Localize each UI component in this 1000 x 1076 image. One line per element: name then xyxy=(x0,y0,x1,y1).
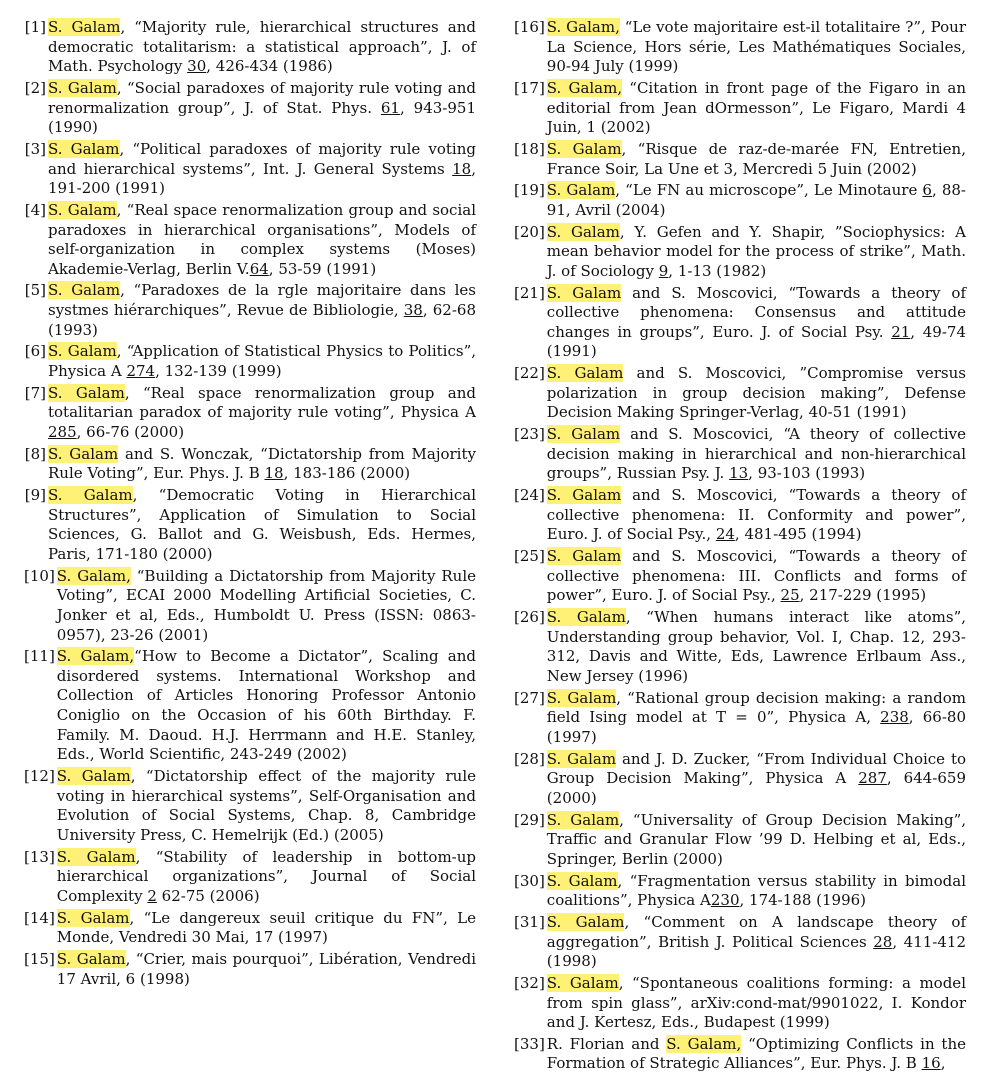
reference-segment: , “When humans interact like atoms”, Understanding group behavior, Vol. I, Chap. 12, 293-312, Davis and Witte, Eds, Lawrence Erlbaum Ass., New Jersey (1996) xyxy=(546,608,966,685)
highlighted-author: S. Galam xyxy=(546,749,617,768)
reference-text xyxy=(547,750,966,809)
reference-text xyxy=(48,445,476,484)
reference-segment: , 217-229 (1995) xyxy=(799,586,927,605)
reference-segment: , “Risque de raz-de-marée FN, Entretien, France Soir, La Une et 3, Mercredi 5 Juin (2002) xyxy=(546,139,966,178)
reference-text xyxy=(57,647,476,765)
reference-entry xyxy=(514,689,966,748)
reference-number: [1] xyxy=(24,18,46,36)
volume-number: 64 xyxy=(249,259,269,278)
reference-entry xyxy=(514,547,966,606)
reference-segment: , “Real space renormalization group and totalitarian paradox of majority rule voting”, Physica A xyxy=(48,383,477,422)
highlighted-author: S. Galam xyxy=(546,871,618,890)
highlighted-author: S. Galam xyxy=(546,688,617,707)
reference-text xyxy=(48,140,476,199)
reference-number: [23] xyxy=(514,425,545,444)
volume-number: 18 xyxy=(452,159,472,178)
reference-segment: , 644-659 (2000) xyxy=(546,769,966,807)
reference-segment: , “Le dangereux seuil critique du FN”, Le Monde, Vendredi 30 Mai, 17 (1997) xyxy=(56,908,476,947)
reference-segment: “How to Become a Dictator”, Scaling and disordered systems. International Workshop and Collection of Articles Honoring Professor Antonio Coniglio on the Occasion of his 60th Birthday. F. Family. M. Daoud. H.J. Herrmann and H.E. Stanley, Eds., World Scientific, 243-249 (2002) xyxy=(56,647,476,764)
highlighted-author: S. Galam, xyxy=(56,647,135,666)
highlighted-author: S. Galam xyxy=(56,908,130,927)
reference-text xyxy=(547,181,966,220)
reference-text xyxy=(48,281,476,340)
reference-segment: , 49-74 (1991) xyxy=(546,322,966,361)
reference-text xyxy=(547,689,966,748)
reference-entry xyxy=(514,608,966,686)
reference-segment: , 88-91, Avril (2004) xyxy=(546,181,966,219)
reference-number: [16] xyxy=(514,18,545,36)
highlighted-author: S. Galam xyxy=(546,364,624,383)
highlighted-author: S. Galam, xyxy=(546,18,620,36)
reference-entry xyxy=(514,140,966,179)
highlighted-author: S. Galam xyxy=(48,200,117,219)
reference-segment: , “Universality of Group Decision Making”, Traffic and Granular Flow ’99 D. Helbing et al, Eds., Springer, Berlin (2000) xyxy=(546,810,967,868)
reference-segment: and J. D. Zucker, “From Individual Choice to Group Decision Making”, Physica A xyxy=(546,749,966,788)
volume-number: 238 xyxy=(880,708,909,727)
highlighted-author: S. Galam, xyxy=(56,566,131,585)
reference-text xyxy=(547,140,966,179)
reference-entry xyxy=(24,281,476,340)
volume-number: 16 xyxy=(921,1054,941,1073)
reference-segment: and S. Moscovici, “Towards a theory of collective phenomena: III. Conflicts and forms of power”, Euro. J. of Social Psy., xyxy=(546,547,966,605)
reference-number: [4] xyxy=(24,200,46,219)
reference-segment: , “Paradoxes de la rgle majoritaire dans les systmes hiérarchiques”, Revue de Bibliologie, xyxy=(48,281,477,320)
reference-text xyxy=(547,872,966,911)
reference-entry xyxy=(24,909,476,948)
reference-number: [24] xyxy=(514,486,545,505)
reference-number: [28] xyxy=(514,749,545,768)
reference-text xyxy=(48,342,476,381)
reference-segment: “Building a Dictatorship from Majority Rule Voting”, ECAI 2000 Modelling Artificial Societies, C. Jonker et al, Eds., Humboldt U. Press (ISSN: 0863-0957), 23-26 (2001) xyxy=(56,566,476,644)
reference-segment: , “Democratic Voting in Hierarchical Structures”, Application of Simulation to Social Sciences, G. Ballot and G. Weisbush, Eds. Hermes, Paris, 171-180 (2000) xyxy=(48,486,476,563)
highlighted-author: S. Galam, xyxy=(546,78,623,97)
reference-entry xyxy=(24,445,476,484)
reference-number: [21] xyxy=(514,283,545,302)
reference-number: [10] xyxy=(24,566,55,585)
reference-number: [14] xyxy=(24,908,55,927)
reference-segment: , xyxy=(940,1054,946,1073)
reference-segment: , 426-434 (1986) xyxy=(206,57,333,76)
reference-segment: and S. Moscovici, “Towards a theory of collective phenomena: II. Conformity and power”, Euro. J. of Social Psy., xyxy=(546,486,966,544)
reference-text xyxy=(547,284,966,362)
reference-text xyxy=(547,364,966,423)
volume-number: 24 xyxy=(715,525,735,544)
highlighted-author: S. Galam xyxy=(546,181,616,200)
reference-segment: , “Rational group decision making: a random field Ising model at T = 0”, Physica A, xyxy=(546,688,966,727)
reference-text xyxy=(547,79,966,138)
reference-segment: , “Political paradoxes of majority rule voting and hierarchical systems”, Int. J. General Systems xyxy=(48,139,476,178)
highlighted-author: S. Galam xyxy=(48,281,121,300)
reference-entry xyxy=(514,811,966,870)
reference-segment: “Le vote majoritaire est-il totalitaire ?”, Pour La Science, Hors série, Les Mathématiques Sociales, 90-94 July (1999) xyxy=(546,18,966,76)
reference-segment: , “Dictatorship effect of the majority rule voting in hierarchical systems”, Self-Organisation and Evolution of Social Systems, Chap. 8, Cambridge University Press, C. Hemelrijk (Ed.) (2005) xyxy=(56,767,476,844)
volume-number: 6 xyxy=(922,181,932,200)
reference-segment: , “Le FN au microscope”, Le Minotaure xyxy=(615,181,923,200)
reference-segment: , Y. Gefen and Y. Shapir, ”Sociophysics: A mean behavior model for the process of strike”, Math. J. of Sociology xyxy=(546,222,966,280)
reference-segment: , 93-103 (1993) xyxy=(748,464,866,483)
reference-segment: , “Social paradoxes of majority rule voting and renormalization group”, J. of Stat. Phys. xyxy=(48,78,476,117)
highlighted-author: S. Galam xyxy=(56,847,136,866)
reference-number: [8] xyxy=(24,444,46,463)
reference-number: [13] xyxy=(24,847,55,866)
reference-entry xyxy=(514,223,966,282)
highlighted-author: S. Galam xyxy=(546,283,622,302)
volume-number: 9 xyxy=(658,261,669,280)
highlighted-author: S. Galam xyxy=(48,383,125,402)
volume-number: 230 xyxy=(710,891,740,910)
reference-segment: , “Comment on A landscape theory of aggregation”, British J. Political Sciences xyxy=(546,912,967,951)
reference-text xyxy=(48,486,476,564)
reference-number: [27] xyxy=(514,688,545,707)
volume-number: 287 xyxy=(858,769,887,788)
reference-segment: and S. Moscovici, ”Compromise versus polarization in group decision making”, Defense Decision Making Springer-Verlag, 40-51 (1991) xyxy=(546,364,966,422)
reference-number: [30] xyxy=(514,871,545,890)
reference-entry xyxy=(514,181,966,220)
reference-entry xyxy=(24,486,476,564)
reference-text xyxy=(547,547,966,606)
volume-number: 274 xyxy=(126,362,156,381)
reference-segment: , 66-80 (1997) xyxy=(546,708,966,746)
reference-number: [9] xyxy=(24,486,46,505)
reference-entry xyxy=(24,79,476,138)
reference-entry xyxy=(24,567,476,645)
reference-segment: , “Crier, mais pourquoi”, Libération, Vendredi 17 Avril, 6 (1998) xyxy=(56,949,476,988)
highlighted-author: S. Galam xyxy=(48,342,117,361)
highlighted-author: S. Galam xyxy=(546,425,621,444)
volume-number: 285 xyxy=(48,423,77,441)
reference-entry xyxy=(514,284,966,362)
reference-entry xyxy=(24,342,476,381)
reference-entry xyxy=(514,1035,966,1074)
reference-text xyxy=(547,913,966,972)
volume-number: 2 xyxy=(147,886,157,905)
reference-entry xyxy=(24,18,476,77)
reference-text xyxy=(48,18,476,77)
reference-text xyxy=(547,486,966,545)
reference-text xyxy=(547,1035,966,1074)
reference-entry xyxy=(514,364,966,423)
reference-segment: , 191-200 (1991) xyxy=(48,159,476,198)
reference-entry xyxy=(24,767,476,845)
reference-segment: and S. Moscovici, “A theory of collective decision making in hierarchical and non-hierarchical groups”, Russian Psy. J. xyxy=(546,425,966,483)
reference-number: [31] xyxy=(514,912,545,931)
reference-segment: , “Real space renormalization group and social paradoxes in hierarchical organisations”, Models of self-organization in complex systems (Moses) Akademie-Verlag, Berlin V. xyxy=(48,200,476,278)
reference-number: [26] xyxy=(514,608,545,627)
reference-text xyxy=(57,909,476,948)
reference-number: [18] xyxy=(514,139,545,158)
reference-entry xyxy=(514,425,966,484)
reference-text xyxy=(57,848,476,907)
reference-number: [19] xyxy=(514,181,545,200)
reference-number: [17] xyxy=(514,78,545,97)
reference-number: [33] xyxy=(514,1034,545,1053)
highlighted-author: S. Galam xyxy=(546,810,620,829)
reference-segment: , 62-68 (1993) xyxy=(48,301,476,339)
reference-segment: , “Stability of leadership in bottom-up hierarchical organizations”, Journal of Social Complexity xyxy=(56,847,476,905)
reference-text xyxy=(48,79,476,138)
reference-number: [22] xyxy=(514,364,545,383)
references-left-column xyxy=(24,18,476,991)
highlighted-author: S. Galam xyxy=(48,18,121,36)
references-right-column xyxy=(514,18,966,1076)
reference-entry xyxy=(24,647,476,765)
volume-number: 28 xyxy=(873,932,893,951)
reference-number: [2] xyxy=(24,78,46,97)
reference-segment: , 66-76 (2000) xyxy=(76,423,185,441)
reference-segment: “Optimizing Conflicts in the Formation of Strategic Alliances”, Eur. Phys. J. B xyxy=(546,1034,966,1073)
reference-segment: “Citation in front page of the Figaro in an editorial from Jean dOrmesson”, Le Figaro, Mardi 4 Juin, 1 (2002) xyxy=(546,78,966,137)
reference-number: [11] xyxy=(24,647,55,666)
highlighted-author: S. Galam xyxy=(48,444,119,463)
volume-number: 13 xyxy=(729,464,749,483)
volume-number: 25 xyxy=(780,586,800,605)
volume-number: 21 xyxy=(891,322,911,341)
reference-segment: , 174-188 (1996) xyxy=(739,891,867,910)
reference-entry xyxy=(514,913,966,972)
reference-segment: , 132-139 (1999) xyxy=(155,362,282,381)
reference-segment: R. Florian and xyxy=(546,1034,667,1053)
reference-number: [25] xyxy=(514,547,545,566)
reference-number: [3] xyxy=(24,139,46,158)
volume-number: 30 xyxy=(187,57,207,76)
reference-number: [32] xyxy=(514,973,545,992)
reference-entry xyxy=(514,974,966,1033)
reference-number: [15] xyxy=(24,949,55,968)
reference-segment: , 53-59 (1991) xyxy=(268,259,377,278)
reference-entry xyxy=(24,848,476,907)
reference-entry xyxy=(24,140,476,199)
reference-segment: , “Spontaneous coalitions forming: a model from spin glass”, arXiv:cond-mat/9901022, I. Kondor and J. Kertesz, Eds., Budapest (1999) xyxy=(546,973,966,1032)
reference-segment: , 183-186 (2000) xyxy=(283,464,411,483)
reference-text xyxy=(57,767,476,845)
volume-number: 38 xyxy=(403,301,423,320)
highlighted-author: S. Galam xyxy=(546,222,620,241)
reference-segment: and S. Wonczak, “Dictatorship from Majority Rule Voting”, Eur. Phys. J. B xyxy=(48,444,476,483)
reference-entry xyxy=(24,384,476,443)
reference-number: [20] xyxy=(514,222,545,241)
reference-number: [29] xyxy=(514,810,545,829)
reference-segment: , “Fragmentation versus stability in bimodal coalitions”, Physica A xyxy=(546,871,966,910)
reference-entry xyxy=(24,201,476,279)
highlighted-author: S. Galam, xyxy=(666,1034,742,1053)
highlighted-author: S. Galam xyxy=(48,78,117,97)
reference-segment: 62-75 (2006) xyxy=(156,886,260,905)
reference-segment: , 411-412 (1998) xyxy=(546,932,967,971)
volume-number: 18 xyxy=(264,464,284,483)
reference-entry xyxy=(24,950,476,989)
highlighted-author: S. Galam xyxy=(546,139,622,158)
highlighted-author: S. Galam xyxy=(546,608,626,627)
reference-text xyxy=(547,425,966,484)
reference-entry xyxy=(514,750,966,809)
reference-entry xyxy=(514,79,966,138)
highlighted-author: S. Galam xyxy=(546,912,625,931)
reference-segment: , “Application of Statistical Physics to Politics”, Physica A xyxy=(48,342,476,381)
reference-text xyxy=(48,201,476,279)
reference-text xyxy=(547,811,966,870)
reference-number: [6] xyxy=(24,342,46,361)
reference-text xyxy=(547,608,966,686)
volume-number: 61 xyxy=(380,98,400,117)
reference-number: [5] xyxy=(24,281,46,300)
reference-segment: and S. Moscovici, “Towards a theory of collective phenomena: Consensus and attitude changes in groups”, Euro. J. of Social Psy. xyxy=(546,283,966,341)
reference-number: [12] xyxy=(24,767,55,786)
reference-text xyxy=(57,567,476,645)
reference-text xyxy=(547,223,966,282)
reference-segment: , 943-951 (1990) xyxy=(48,98,476,137)
reference-text xyxy=(547,974,966,1033)
reference-entry xyxy=(514,872,966,911)
reference-number: [7] xyxy=(24,383,46,402)
highlighted-author: S. Galam xyxy=(56,767,131,786)
reference-text xyxy=(547,18,966,77)
reference-segment: , 481-495 (1994) xyxy=(734,525,862,544)
highlighted-author: S. Galam xyxy=(48,139,120,158)
reference-segment: , 1-13 (1982) xyxy=(668,261,767,280)
highlighted-author: S. Galam xyxy=(546,973,619,992)
reference-entry xyxy=(514,18,966,77)
reference-segment: , “Majority rule, hierarchical structures and democratic totalitarism: a statistical approach”, J. of Math. Psychology xyxy=(48,18,476,76)
highlighted-author: S. Galam xyxy=(546,486,622,505)
reference-text xyxy=(57,950,476,989)
reference-text xyxy=(48,384,476,443)
reference-entry xyxy=(514,486,966,545)
highlighted-author: S. Galam xyxy=(56,949,126,968)
highlighted-author: S. Galam xyxy=(546,547,622,566)
highlighted-author: S. Galam xyxy=(48,486,133,505)
